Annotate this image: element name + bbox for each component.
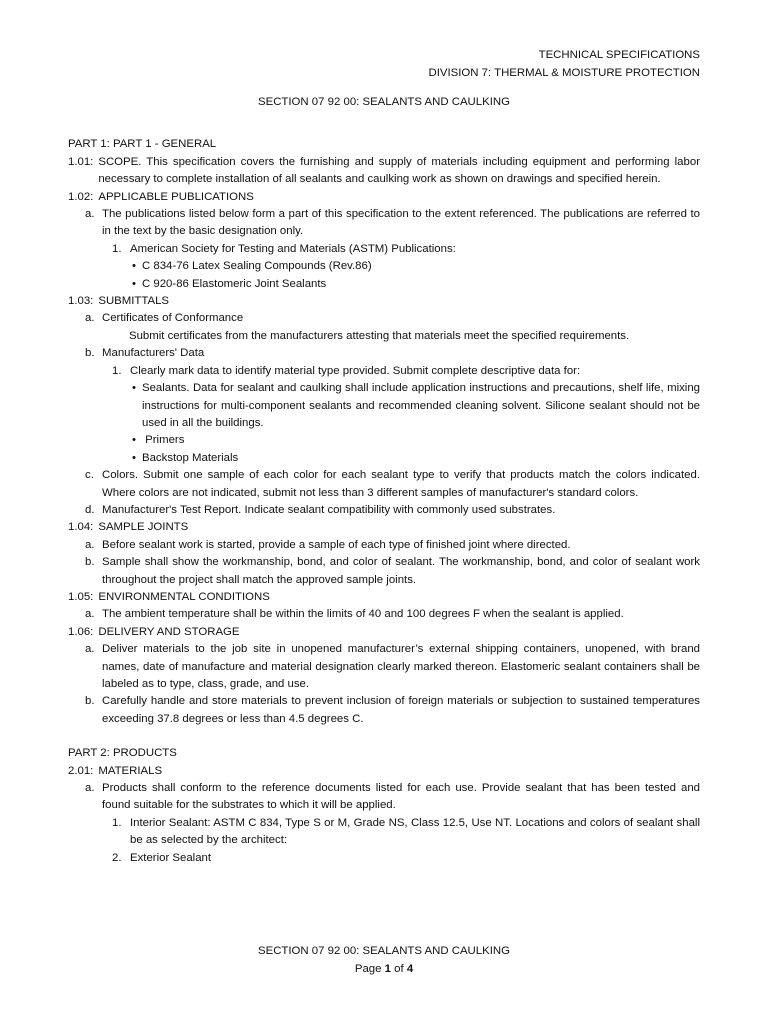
section-heading: APPLICABLE PUBLICATIONS <box>98 190 254 203</box>
list-item <box>68 206 700 241</box>
list-item <box>68 606 700 623</box>
list-item <box>68 363 700 380</box>
document-page <box>68 46 700 867</box>
list-text: American Society for Testing and Materials (ASTM) Publications: <box>130 242 456 255</box>
list-text: Deliver materials to the job site in unopened manufacturer’s external shipping containers, unopened, with brand names, date of manufacture and material designation clearly marked thereon. Elastomeric sealant containers shall be labeled as to type, class, grade, and use. <box>102 643 700 690</box>
section-heading: SUBMITTALS <box>98 295 170 308</box>
bullet-icon: • <box>132 382 136 395</box>
list-item <box>68 241 700 258</box>
section-heading: ENVIRONMENTAL CONDITIONS <box>98 590 270 603</box>
list-text: Before sealant work is started, provide a sample of each type of finished joint where directed. <box>102 538 571 551</box>
list-text: Manufacturer's Test Report. Indicate sealant compatibility with commonly used substrates. <box>102 503 556 516</box>
list-marker: d. <box>85 503 95 516</box>
list-text: Certificates of Conformance <box>102 312 244 325</box>
list-marker: 1. <box>112 816 122 829</box>
list-marker: a. <box>85 782 95 795</box>
list-subtext: Submit certificates from the manufacturers attesting that materials meet the specified requirements. <box>129 329 630 342</box>
list-item <box>68 258 700 275</box>
list-item <box>68 276 700 293</box>
list-item <box>68 502 700 519</box>
list-text: The ambient temperature shall be within the limits of 40 and 100 degrees F when the sealant is applied. <box>102 608 624 621</box>
section-1-04 <box>68 519 700 536</box>
list-marker: c. <box>85 469 94 482</box>
section-1-01 <box>68 154 700 189</box>
bullet-icon: • <box>132 434 136 447</box>
list-item <box>68 850 700 867</box>
list-text: Carefully handle and store materials to prevent inclusion of foreign materials or subjection to sustained temperatures exceeding 37.8 degrees or less than 4.5 degrees C. <box>102 695 700 725</box>
section-heading: SAMPLE JOINTS <box>98 521 189 534</box>
list-text: Primers <box>142 434 185 447</box>
list-item <box>68 310 700 327</box>
header-line-2: DIVISION 7: THERMAL & MOISTURE PROTECTION <box>428 67 700 79</box>
list-marker: b. <box>85 556 95 569</box>
part-1-heading: PART 1: PART 1 - GENERAL <box>68 138 217 151</box>
list-item <box>68 432 700 449</box>
section-number: 1.03: <box>68 295 94 308</box>
section-number: 2.01: <box>68 764 94 777</box>
section-2-01 <box>68 763 700 780</box>
bullet-icon: • <box>132 260 136 273</box>
list-text: Sealants. Data for sealant and caulking shall include application instructions and precautions, shelf life, mixing instructions for multi-component sealants and recommended cleaning solvent. Silicone sealant should not be used in all the buildings. <box>142 382 700 429</box>
part-2-heading: PART 2: PRODUCTS <box>68 747 177 760</box>
section-1-02 <box>68 189 700 206</box>
list-marker: 2. <box>112 851 122 864</box>
list-item <box>68 554 700 589</box>
list-item <box>68 693 700 728</box>
list-marker: a. <box>85 643 95 656</box>
list-marker: b. <box>85 347 95 360</box>
list-text: C 834-76 Latex Sealing Compounds (Rev.86) <box>142 260 372 273</box>
list-text: The publications listed below form a part of this specification to the extent referenced. The publications are referred to in the text by the basic designation only. <box>102 208 700 238</box>
list-item <box>68 467 700 502</box>
list-item <box>68 641 700 693</box>
bullet-icon: • <box>132 277 136 290</box>
page-of: of <box>390 963 407 975</box>
document-footer <box>0 942 768 978</box>
list-marker: 1. <box>112 242 122 255</box>
section-heading: MATERIALS <box>98 764 163 777</box>
list-text: Manufacturers' Data <box>102 347 205 360</box>
page-total: 4 <box>406 963 414 975</box>
page-number: 1 <box>384 963 391 975</box>
page-prefix: Page <box>354 963 385 975</box>
list-text: Backstop Materials <box>142 451 239 464</box>
list-marker: b. <box>85 695 95 708</box>
list-text: C 920-86 Elastomeric Joint Sealants <box>142 277 327 290</box>
list-marker: 1. <box>112 364 122 377</box>
section-number: 1.04: <box>68 521 94 534</box>
page-indicator <box>0 960 768 978</box>
list-marker: a. <box>85 538 95 551</box>
list-item <box>68 780 700 815</box>
header-line-1: TECHNICAL SPECIFICATIONS <box>538 49 700 61</box>
section-1-06 <box>68 624 700 641</box>
list-marker: a. <box>85 312 95 325</box>
section-number: 1.06: <box>68 625 94 638</box>
list-item <box>68 345 700 362</box>
list-text: Exterior Sealant <box>130 851 212 864</box>
list-text: Sample shall show the workmanship, bond, and color of sealant. The workmanship, bond, and color of sealant work throughout the project shall match the approved sample joints. <box>102 556 700 586</box>
list-item <box>68 537 700 554</box>
section-text: SCOPE. This specification covers the furnishing and supply of materials including equipment and performing labor necessary to complete installation of all sealants and caulking work as shown on drawings and specified herein. <box>98 155 700 186</box>
document-header <box>68 46 700 82</box>
list-item <box>68 815 700 850</box>
section-number: 1.02: <box>68 190 94 203</box>
bullet-icon: • <box>132 451 136 464</box>
list-item <box>68 380 700 432</box>
list-text: Colors. Submit one sample of each color for each sealant type to verify that products match the colors indicated. Where colors are not indicated, submit not less than 3 different samples of manufacturer's standard colors. <box>102 469 700 499</box>
list-text: Products shall conform to the reference documents listed for each use. Provide sealant that has been tested and found suitable for the substrates to which it will be applied. <box>102 782 700 812</box>
list-item <box>68 450 700 467</box>
section-title: SECTION 07 92 00: SEALANTS AND CAULKING <box>258 96 510 108</box>
section-1-05 <box>68 589 700 606</box>
section-1-03 <box>68 293 700 310</box>
footer-section-title: SECTION 07 92 00: SEALANTS AND CAULKING <box>258 945 510 957</box>
section-number: 1.05: <box>68 590 94 603</box>
list-marker: a. <box>85 208 95 221</box>
list-text: Clearly mark data to identify material type provided. Submit complete descriptive data for: <box>130 364 581 377</box>
section-number: 1.01: <box>68 155 94 168</box>
list-marker: a. <box>85 608 95 621</box>
section-heading: DELIVERY AND STORAGE <box>98 625 240 638</box>
list-text: Interior Sealant: ASTM C 834, Type S or M, Grade NS, Class 12.5, Use NT. Locations and colors of sealant shall be as selected by the architect: <box>130 816 700 847</box>
